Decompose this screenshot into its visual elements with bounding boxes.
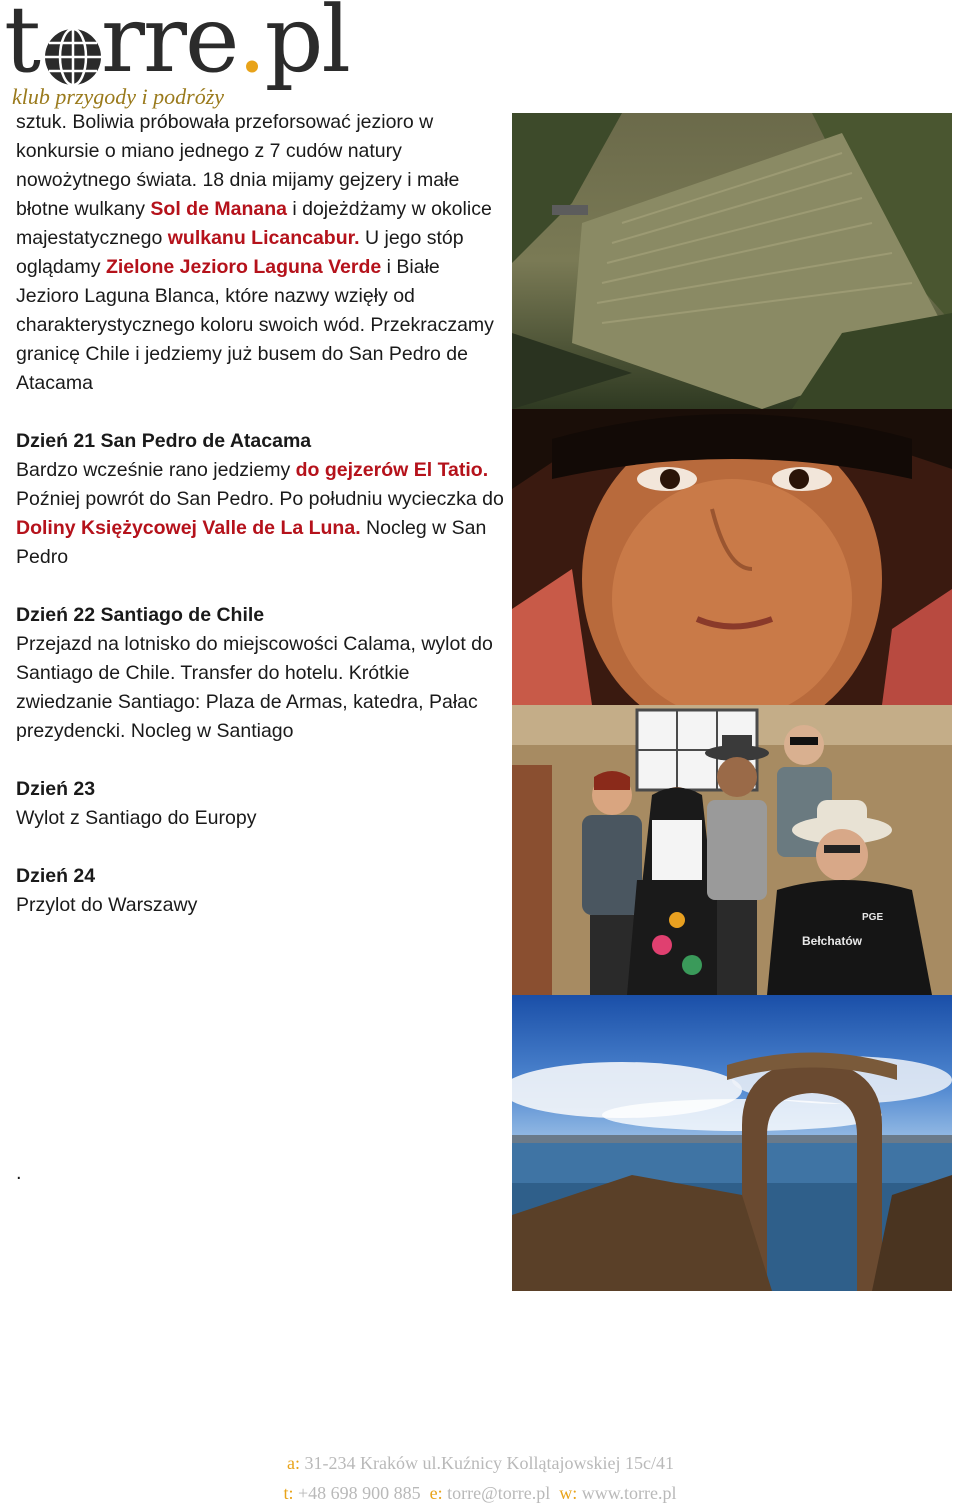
- highlight-sol-de-manana: Sol de Manana: [150, 198, 287, 220]
- web-label: w:: [559, 1483, 578, 1503]
- shirt-print-text: Bełchatów: [802, 934, 863, 948]
- itinerary-text: [16, 108, 504, 949]
- torre-logo[interactable]: [0, 0, 349, 110]
- day-24-text: Przylot do Warszawy: [16, 894, 198, 916]
- intro-text-3: U jego stóp oglądamy: [16, 227, 464, 278]
- photo-child-portrait: [512, 409, 952, 705]
- day-21-text-3: Nocleg w San Pedro: [16, 517, 487, 568]
- footer-address-line: [0, 1448, 960, 1478]
- day-21-section: [16, 427, 504, 572]
- end-mark: .: [16, 1162, 22, 1184]
- address-label: a:: [287, 1453, 301, 1473]
- day-21-text-1: Bardzo wcześnie rano jedziemy: [16, 459, 296, 481]
- email-link[interactable]: torre@torre.pl: [447, 1483, 551, 1503]
- day-23-section: [16, 775, 504, 833]
- day-21-text-2: Poźniej powrót do San Pedro. Po południu wycieczka do: [16, 488, 504, 510]
- photo-stone-arch-lake: [512, 995, 952, 1291]
- logo-wordmark: t rre.pl: [4, 0, 349, 93]
- email-label: e:: [429, 1483, 443, 1503]
- phone-label: t:: [283, 1483, 294, 1503]
- web-link[interactable]: www.torre.pl: [581, 1483, 677, 1503]
- footer-contact-line: [0, 1478, 960, 1508]
- globe-icon: [42, 26, 104, 88]
- day-22-text: Przejazd na lotnisko do miejscowości Calama, wylot do Santiago de Chile. Transfer do hotelu. Krótkie zwiedzanie Santiago: Plaza de Armas, katedra, Pałac prezydencki. Nocleg w Santiago: [16, 633, 493, 742]
- photo-mountain-terraces: [512, 113, 952, 409]
- address-text: 31-234 Kraków ul.Kuźnicy Kollątajowskiej 15c/41: [304, 1453, 674, 1473]
- highlight-licancabur: wulkanu Licancabur.: [167, 227, 360, 249]
- intro-text-1: sztuk. Boliwia próbowała przeforsować jezioro w konkursie o miano jednego z 7 cudów natury nowożytnego świata. 18 dnia mijamy gejzery i małe błotne wulkany: [16, 111, 460, 220]
- highlight-valle-de-la-luna: Doliny Księżycowej Valle de La Luna.: [16, 517, 361, 539]
- photo-group-travelers: [512, 705, 952, 995]
- day-24-section: [16, 862, 504, 920]
- day-23-text: Wylot z Santiago do Europy: [16, 807, 257, 829]
- highlight-laguna-verde: Zielone Jezioro Laguna Verde: [105, 256, 382, 278]
- phone-link[interactable]: +48 698 900 885: [298, 1483, 421, 1503]
- intro-text-4: i Białe Jezioro Laguna Blanca, które nazwy wzięły od charakterystycznego koloru swoich wód. Przekraczamy granicę Chile i jedziemy już busem do San Pedro de Atacama: [16, 256, 494, 394]
- intro-paragraph: [16, 108, 504, 398]
- highlight-el-tatio: do gejzerów El Tatio.: [295, 459, 489, 481]
- footer-contact: [0, 1448, 960, 1508]
- day-21-title: Dzień 21 San Pedro de Atacama: [16, 430, 312, 452]
- day-24-title: Dzień 24: [16, 865, 96, 887]
- day-22-title: Dzień 22 Santiago de Chile: [16, 604, 265, 626]
- intro-text-2: i dojeżdżamy w okolice majestatycznego: [16, 198, 492, 249]
- day-23-title: Dzień 23: [16, 778, 96, 800]
- day-22-section: [16, 601, 504, 746]
- shirt-print-logo: PGE: [862, 912, 884, 923]
- logo-tagline: klub przygody i podróży: [12, 84, 225, 109]
